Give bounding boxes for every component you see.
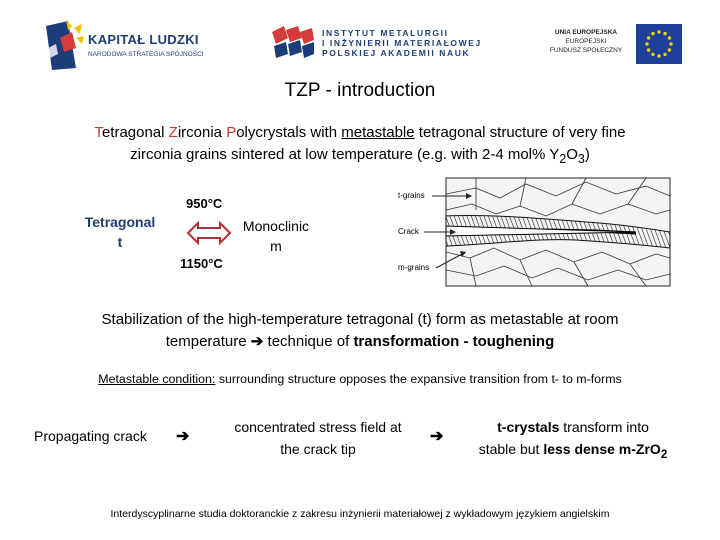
monoclinic-name: Monoclinic [242,218,310,234]
stabilization-line2-c: transformation - toughening [353,333,555,350]
double-arrow-icon [186,220,232,246]
t-grains-label: t-grains [398,191,425,200]
right-arrow-icon: ➔ [176,428,190,445]
stress-field-line1: concentrated stress field at [234,419,402,435]
intro-line2-a: zirconia grains sintered at low temperature (e.g. with 2-4 mol% Y [130,146,560,163]
t-crystals-line2-c: O [649,441,661,457]
metastable-condition [20,372,700,386]
t-crystals-rest: transform into [559,419,649,435]
stabilization-line1: Stabilization of the high-temperature tetragonal (t) form as metastable at room [101,311,619,328]
tetragonal-name: Tetragonal [84,214,156,230]
intro-line2-c: ) [584,146,590,163]
imim-line-3: POLSKIEJ AKADEMII NAUK [322,48,471,58]
eu-line-2: EUROPEJSKI [565,38,607,45]
eu-line-1: UNIA EUROPEJSKA [554,29,618,36]
stress-field-line2: the crack tip [280,441,356,457]
footer-text: Interdyscyplinarne studia doktoranckie z zakresu inżynierii materiałowej z wykładowym językiem angielskim [110,508,610,520]
monoclinic-symbol: m [270,238,282,254]
eu-flag-icon [636,24,682,64]
intro-line2-b: O [566,146,578,163]
kapital-ludzki-emblem-icon [42,18,86,72]
metastable-condition-text: surrounding structure opposes the expansive transition from t- to m-forms [215,372,622,386]
monoclinic-phase-label [230,216,322,256]
m-grains-label: m-grains [398,263,430,272]
stabilization-line2-a: temperature [165,333,251,350]
intro-paragraph [40,122,680,170]
intro-p-letter: P [226,124,237,141]
eu-esf-logo [538,22,683,68]
kapital-ludzki-subtitle: NARODOWA STRATEGIA SPÓJNOŚCI [88,51,204,58]
intro-t-letter: T [94,124,102,141]
intro-z-rest: irconia [177,124,227,141]
temp-high-label: 950°C [186,196,223,211]
imim-line-2: I INŻYNIERII MATERIAŁOWEJ [322,38,482,48]
kapital-ludzki-title: KAPITAŁ LUDZKI [88,32,199,47]
imim-line-1: INSTYTUT METALURGII [322,28,449,38]
temp-low-label: 1150°C [180,256,223,271]
t-crystals-line2-b: less dense m-Zr [543,441,650,457]
t-crystals-line2-a: stable but [478,441,544,457]
intro-metastable: metastable [341,124,415,141]
intro-sub-3: 3 [577,152,585,166]
imim-emblem-icon [268,22,318,66]
intro-z-letter: Z [168,124,178,141]
t-crystals-sub-2: 2 [660,447,668,461]
stabilization-paragraph [40,309,680,353]
intro-rest-line1: tetragonal structure of very fine [414,124,626,141]
eu-line-3: FUNDUSZ SPOŁECZNY [549,47,623,54]
t-crystals-bold: t-crystals [497,419,560,435]
intro-t-rest: etragonal [101,124,169,141]
tetragonal-phase-label [72,212,168,252]
right-arrow-icon: ➔ [250,333,264,350]
propagating-crack-label: Propagating crack [34,428,147,444]
kapital-ludzki-logo [42,18,212,72]
t-crystals-text [456,416,690,466]
slide-title: TZP - introduction [284,80,436,101]
metastable-condition-label: Metastable condition: [98,372,216,386]
crack-label: Crack [398,227,419,236]
imim-pan-logo [268,22,498,68]
stabilization-line2-b: technique of [263,333,354,350]
stress-field-text [210,416,426,460]
tetragonal-symbol: t [117,234,123,250]
microstructure-figure [396,174,686,292]
right-arrow-icon: ➔ [430,428,444,445]
intro-sub-2: 2 [559,152,567,166]
intro-p-rest: olycrystals with [236,124,342,141]
